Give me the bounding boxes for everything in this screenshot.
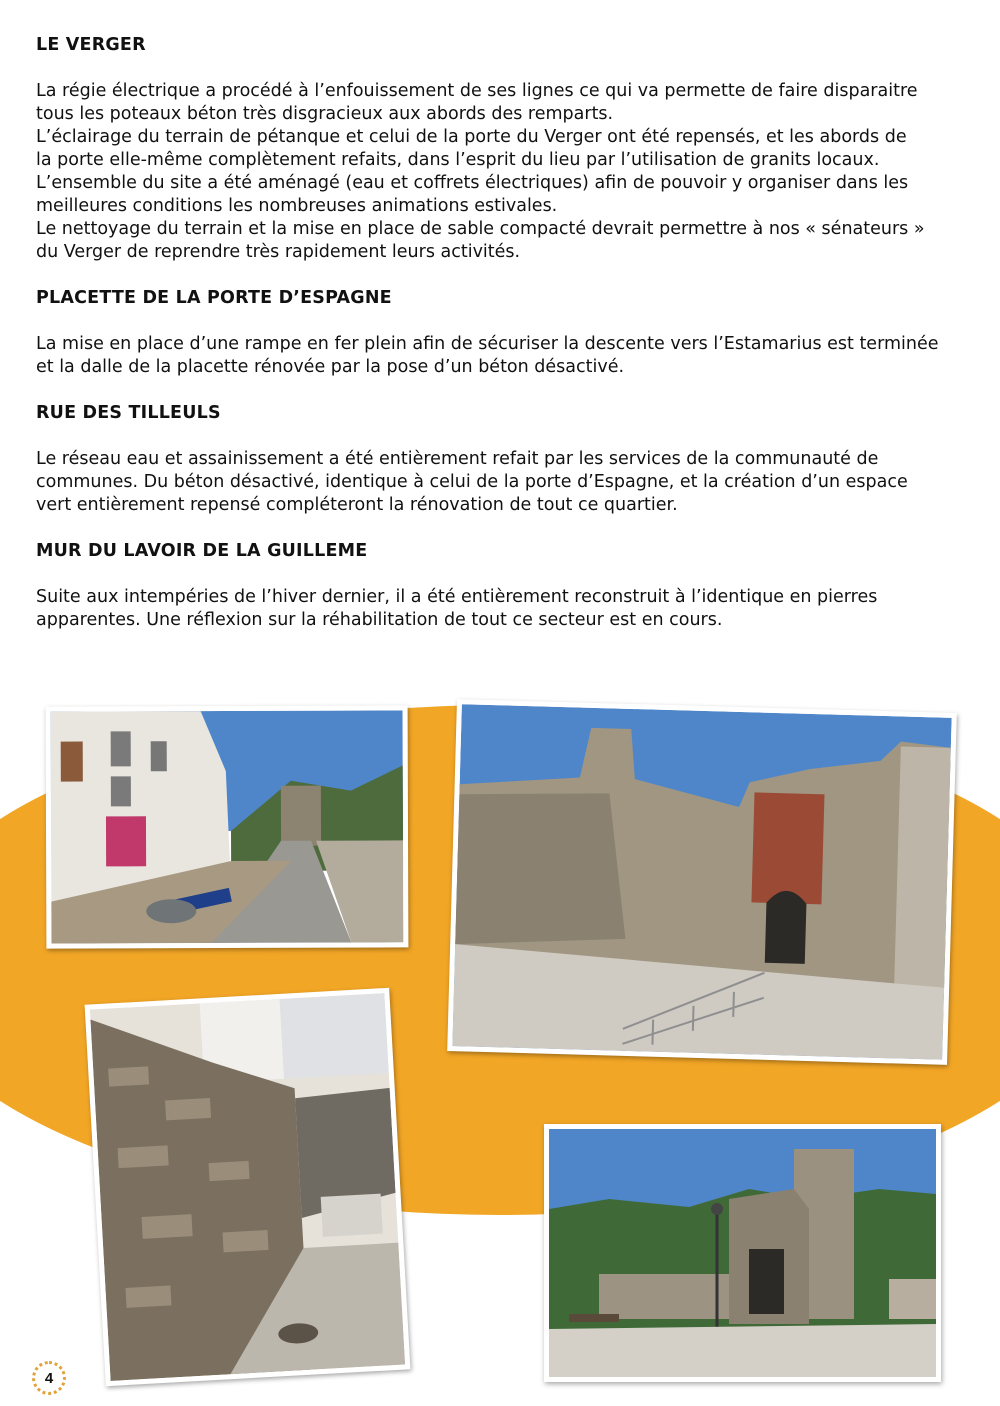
body-line: du Verger de reprendre très rapidement leurs activités.: [36, 242, 521, 262]
body-line: Suite aux intempéries de l’hiver dernier, il a été entièrement reconstruit à l’identique en pierres: [36, 587, 878, 607]
section-heading: PLACETTE DE LA PORTE D’ESPAGNE: [36, 288, 392, 308]
body-line: Le réseau eau et assainissement a été entièrement refait par les services de la communauté de: [36, 449, 879, 469]
body-line: meilleures conditions les nombreuses animations estivales.: [36, 196, 558, 216]
photo-mur-du-lavoir: [85, 988, 411, 1386]
section-heading: MUR DU LAVOIR DE LA GUILLEME: [36, 541, 368, 561]
body-line: La mise en place d’une rampe en fer plein afin de sécuriser la descente vers l’Estamarius est terminée: [36, 334, 939, 354]
section-heading: LE VERGER: [36, 35, 146, 55]
photo-tour-placette: [544, 1124, 941, 1382]
section-body: [36, 80, 966, 264]
section-body: [36, 333, 966, 379]
body-line: communes. Du béton désactivé, identique à celui de la porte d’Espagne, et la création d’un espace: [36, 472, 908, 492]
body-line: apparentes. Une réflexion sur la réhabilitation de tout ce secteur est en cours.: [36, 610, 723, 630]
body-line: La régie électrique a procédé à l’enfouissement de ses lignes ce qui va permette de faire disparaitre: [36, 81, 918, 101]
section-le-verger: [36, 34, 966, 264]
section-placette-porte-espagne: [36, 287, 966, 379]
page-number: 4: [44, 1369, 54, 1387]
body-line: tous les poteaux béton très disgracieux aux abords des remparts.: [36, 104, 614, 124]
body-line: Le nettoyage du terrain et la mise en place de sable compacté devrait permettre à nos « sénateurs »: [36, 219, 925, 239]
section-mur-du-lavoir: [36, 540, 966, 632]
section-rue-des-tilleuls: [36, 402, 966, 517]
body-line: la porte elle-même complètement refaits, dans l’esprit du lieu par l’utilisation de granits locaux.: [36, 150, 880, 170]
page-number-badge: [32, 1361, 66, 1395]
photo-porte-espagne: [447, 699, 957, 1065]
section-body: [36, 448, 966, 517]
section-body: [36, 586, 966, 632]
body-line: L’ensemble du site a été aménagé (eau et coffrets électriques) afin de pouvoir y organiser dans les: [36, 173, 909, 193]
article-text: [36, 34, 966, 632]
body-line: vert entièrement repensé compléteront la rénovation de tout ce quartier.: [36, 495, 678, 515]
section-heading: RUE DES TILLEULS: [36, 403, 221, 423]
body-line: L’éclairage du terrain de pétanque et celui de la porte du Verger ont été repensés, et les abords de: [36, 127, 907, 147]
photo-street-works: [46, 705, 409, 948]
body-line: et la dalle de la placette rénovée par la pose d’un béton désactivé.: [36, 357, 625, 377]
